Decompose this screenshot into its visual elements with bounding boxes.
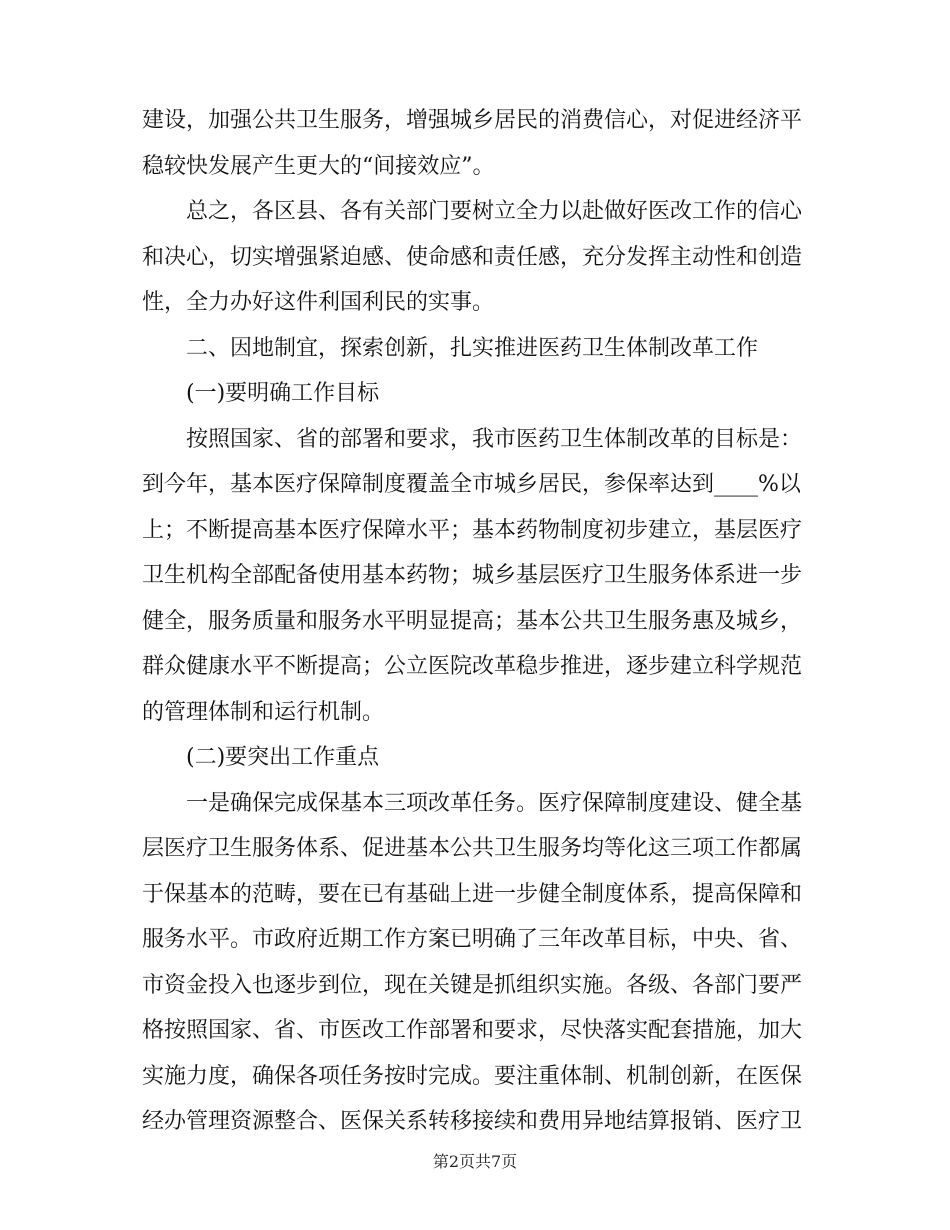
text-line: (一)要明确工作目标 (186, 381, 380, 406)
text-line: 建设，加强公共卫生服务，增强城乡居民的消费信心，对促进经济平 (142, 108, 803, 133)
text-line: 层医疗卫生服务体系、促进基本公共卫生服务均等化这三项工作都属 (142, 836, 803, 861)
text-line: 总之，各区县、各有关部门要树立全力以赴做好医改工作的信心 (186, 199, 803, 224)
text-line: 稳较快发展产生更大的“间接效应”。 (142, 153, 495, 179)
text-line: 卫生机构全部配备使用基本药物；城乡基层医疗卫生服务体系进一步 (142, 563, 803, 588)
page-number: 第2页共7页 (432, 1152, 518, 1171)
text-line: (二)要突出工作重点 (186, 745, 380, 770)
text-line: 二、因地制宜，探索创新，扎实推进医药卫生体制改革工作 (186, 335, 759, 361)
text-line: 一是确保完成保基本三项改革任务。医疗保障制度建设、健全基 (186, 790, 803, 816)
text-line: 上；不断提高基本医疗保障水平；基本药物制度初步建立，基层医疗 (142, 517, 803, 543)
text-line: 经办管理资源整合、医保关系转移接续和费用异地结算报销、医疗卫 (142, 1109, 803, 1134)
text-line: 性，全力办好这件利国利民的实事。 (142, 290, 495, 315)
text-line: 实施力度，确保各项任务按时完成。要注重体制、机制创新，在医保 (142, 1063, 803, 1089)
text-line: 群众健康水平不断提高；公立医院改革稳步推进，逐步建立科学规范 (142, 654, 803, 679)
text-line: 市资金投入也逐步到位，现在关键是抓组织实施。各级、各部门要严 (142, 972, 803, 998)
text-line: 的管理体制和运行机制。 (142, 699, 385, 725)
text-line: 按照国家、省的部署和要求，我市医药卫生体制改革的目标是： (186, 426, 803, 452)
document-body (142, 98, 806, 1145)
text-line: 到今年，基本医疗保障制度覆盖全市城乡居民，参保率达到____%以 (142, 472, 801, 497)
text-line: 健全，服务质量和服务水平明显提高；基本公共卫生服务惠及城乡， (142, 608, 803, 634)
text-line: 于保基本的范畴，要在已有基础上进一步健全制度体系，提高保障和 (142, 881, 803, 907)
text-line: 和决心，切实增强紧迫感、使命感和责任感，充分发挥主动性和创造 (142, 244, 803, 270)
text-line: 服务水平。市政府近期工作方案已明确了三年改革目标，中央、省、 (142, 927, 803, 952)
text-line: 格按照国家、省、市医改工作部署和要求，尽快落实配套措施，加大 (142, 1018, 803, 1043)
